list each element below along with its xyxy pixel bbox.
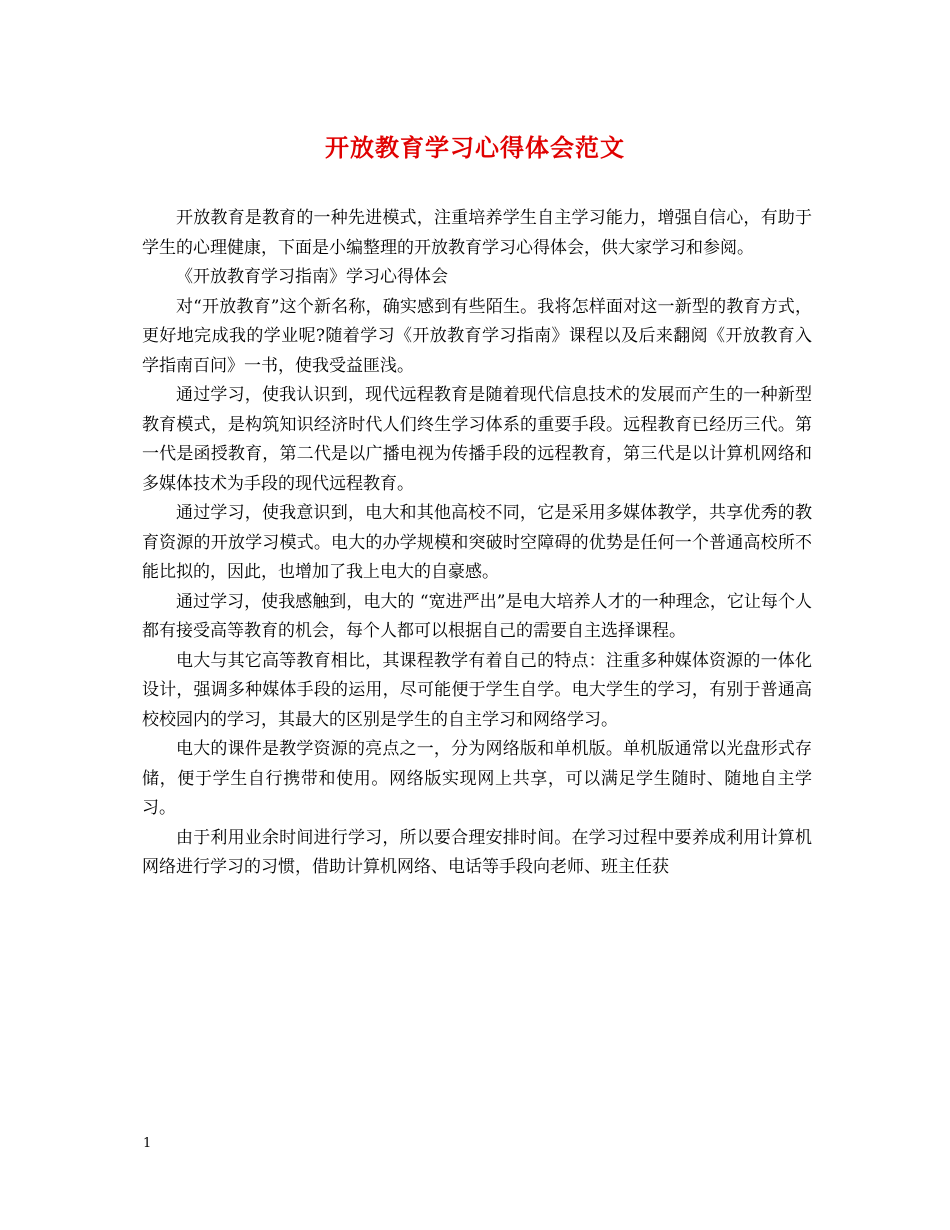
- paragraph-intro: 开放教育是教育的一种先进模式，注重培养学生自主学习能力，增强自信心，有助于学生的心理健康，下面是小编整理的开放教育学习心得体会，供大家学习和参阅。: [142, 208, 812, 258]
- paragraph: 电大的课件是教学资源的亮点之一，分为网络版和单机版。单机版通常以光盘形式存储，便于学生自行携带和使用。网络版实现网上共享，可以满足学生随时、随地自主学习。: [142, 739, 812, 818]
- page-number: 1: [143, 1136, 152, 1151]
- document-body: [142, 204, 812, 883]
- paragraph: 电大与其它高等教育相比，其课程教学有着自己的特点：注重多种媒体资源的一体化设计，强调多种媒体手段的运用，尽可能便于学生自学。电大学生的学习，有别于普通高校校园内的学习，其最大的区别是学生的自主学习和网络学习。: [142, 650, 812, 730]
- paragraph: 由于利用业余时间进行学习，所以要合理安排时间。在学习过程中要养成利用计算机网络进行学习的习惯，借助计算机网络、电话等手段向老师、班主任获: [142, 827, 812, 877]
- paragraph: 对“开放教育”这个新名称，确实感到有些陌生。我将怎样面对这一新型的教育方式，更好地完成我的学业呢?随着学习《开放教育学习指南》课程以及后来翻阅《开放教育入学指南百问》一书，使我受益匪浅。: [142, 296, 812, 376]
- paragraph-subtitle: 《开放教育学习指南》学习心得体会: [176, 267, 448, 287]
- paragraph: 通过学习，使我认识到，现代远程教育是随着现代信息技术的发展而产生的一种新型教育模式，是构筑知识经济时代人们终生学习体系的重要手段。远程教育已经历三代。第一代是函授教育，第二代是以广播电视为传播手段的远程教育，第三代是以计算机网络和多媒体技术为手段的现代远程教育。: [142, 385, 812, 494]
- paragraph: 通过学习，使我意识到，电大和其他高校不同，它是采用多媒体教学，共享优秀的教育资源的开放学习模式。电大的办学规模和突破时空障碍的优势是任何一个普通高校所不能比拟的，因此，也增加了我上电大的自豪感。: [142, 503, 812, 582]
- paragraph: 通过学习，使我感触到，电大的 “宽进严出”是电大培养人才的一种理念，它让每个人都有接受高等教育的机会，每个人都可以根据自己的需要自主选择课程。: [142, 591, 812, 641]
- document-title: 开放教育学习心得体会范文: [325, 133, 625, 162]
